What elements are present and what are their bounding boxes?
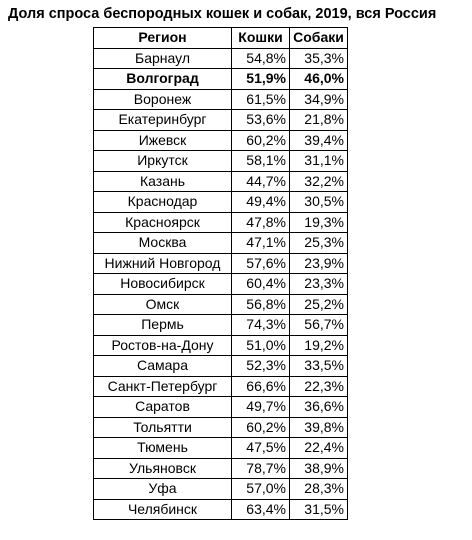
cell-cats: 56,8% xyxy=(232,294,290,315)
cell-cats: 78,7% xyxy=(232,458,290,479)
cell-region: Иркутск xyxy=(94,151,232,172)
cell-region: Казань xyxy=(94,171,232,192)
column-header-region: Регион xyxy=(94,28,232,49)
cell-cats: 60,2% xyxy=(232,417,290,438)
table-row xyxy=(94,212,348,233)
cell-region: Саратов xyxy=(94,397,232,418)
cell-cats: 47,8% xyxy=(232,212,290,233)
table-row xyxy=(94,69,348,90)
column-header-dogs: Собаки xyxy=(290,28,348,49)
cell-dogs: 46,0% xyxy=(290,69,348,90)
cell-region: Санкт-Петербург xyxy=(94,376,232,397)
cell-cats: 63,4% xyxy=(232,499,290,520)
cell-region: Ижевск xyxy=(94,130,232,151)
table-row xyxy=(94,397,348,418)
cell-dogs: 30,5% xyxy=(290,192,348,213)
cell-dogs: 33,5% xyxy=(290,356,348,377)
cell-dogs: 22,3% xyxy=(290,376,348,397)
table-row xyxy=(94,253,348,274)
cell-region: Ульяновск xyxy=(94,458,232,479)
table-row xyxy=(94,233,348,254)
cell-cats: 51,9% xyxy=(232,69,290,90)
cell-cats: 54,8% xyxy=(232,48,290,69)
cell-dogs: 31,5% xyxy=(290,499,348,520)
cell-dogs: 19,2% xyxy=(290,335,348,356)
cell-cats: 52,3% xyxy=(232,356,290,377)
cell-cats: 53,6% xyxy=(232,110,290,131)
cell-region: Волгоград xyxy=(94,69,232,90)
cell-region: Краснодар xyxy=(94,192,232,213)
cell-dogs: 34,9% xyxy=(290,89,348,110)
cell-dogs: 19,3% xyxy=(290,212,348,233)
cell-region: Уфа xyxy=(94,479,232,500)
cell-region: Челябинск xyxy=(94,499,232,520)
cell-dogs: 39,8% xyxy=(290,417,348,438)
cell-cats: 60,4% xyxy=(232,274,290,295)
cell-dogs: 28,3% xyxy=(290,479,348,500)
cell-region: Красноярск xyxy=(94,212,232,233)
cell-region: Ростов-на-Дону xyxy=(94,335,232,356)
table-row xyxy=(94,417,348,438)
cell-cats: 49,4% xyxy=(232,192,290,213)
cell-region: Москва xyxy=(94,233,232,254)
cell-dogs: 25,3% xyxy=(290,233,348,254)
table-row xyxy=(94,499,348,520)
cell-cats: 60,2% xyxy=(232,130,290,151)
table-row xyxy=(94,89,348,110)
cell-dogs: 36,6% xyxy=(290,397,348,418)
cell-dogs: 56,7% xyxy=(290,315,348,336)
table-row xyxy=(94,151,348,172)
cell-region: Воронеж xyxy=(94,89,232,110)
table-row xyxy=(94,294,348,315)
cell-dogs: 38,9% xyxy=(290,458,348,479)
table-row xyxy=(94,130,348,151)
cell-region: Барнаул xyxy=(94,48,232,69)
cell-dogs: 23,9% xyxy=(290,253,348,274)
cell-cats: 58,1% xyxy=(232,151,290,172)
cell-region: Тольятти xyxy=(94,417,232,438)
cell-region: Новосибирск xyxy=(94,274,232,295)
table-row xyxy=(94,315,348,336)
table-row xyxy=(94,458,348,479)
table-row xyxy=(94,192,348,213)
table-row xyxy=(94,438,348,459)
table-row xyxy=(94,274,348,295)
cell-dogs: 31,1% xyxy=(290,151,348,172)
cell-cats: 49,7% xyxy=(232,397,290,418)
cell-region: Пермь xyxy=(94,315,232,336)
document-title: Доля спроса беспородных кошек и собак, 2019, вся Россия xyxy=(8,6,437,22)
cell-region: Нижний Новгород xyxy=(94,253,232,274)
table-row xyxy=(94,356,348,377)
cell-cats: 74,3% xyxy=(232,315,290,336)
cell-dogs: 22,4% xyxy=(290,438,348,459)
cell-cats: 57,6% xyxy=(232,253,290,274)
cell-dogs: 23,3% xyxy=(290,274,348,295)
cell-dogs: 21,8% xyxy=(290,110,348,131)
cell-region: Екатеринбург xyxy=(94,110,232,131)
table-row xyxy=(94,48,348,69)
table-row xyxy=(94,479,348,500)
table-header-row xyxy=(94,28,348,49)
table-row xyxy=(94,110,348,131)
cell-dogs: 35,3% xyxy=(290,48,348,69)
cell-dogs: 25,2% xyxy=(290,294,348,315)
cell-dogs: 32,2% xyxy=(290,171,348,192)
cell-region: Тюмень xyxy=(94,438,232,459)
cell-cats: 51,0% xyxy=(232,335,290,356)
cell-cats: 66,6% xyxy=(232,376,290,397)
cell-cats: 61,5% xyxy=(232,89,290,110)
cell-dogs: 39,4% xyxy=(290,130,348,151)
table-row xyxy=(94,335,348,356)
demand-table xyxy=(93,27,348,520)
cell-cats: 44,7% xyxy=(232,171,290,192)
cell-region: Омск xyxy=(94,294,232,315)
table-body xyxy=(94,48,348,520)
cell-cats: 47,1% xyxy=(232,233,290,254)
table-row xyxy=(94,376,348,397)
column-header-cats: Кошки xyxy=(232,28,290,49)
cell-region: Самара xyxy=(94,356,232,377)
cell-cats: 57,0% xyxy=(232,479,290,500)
cell-cats: 47,5% xyxy=(232,438,290,459)
table-row xyxy=(94,171,348,192)
